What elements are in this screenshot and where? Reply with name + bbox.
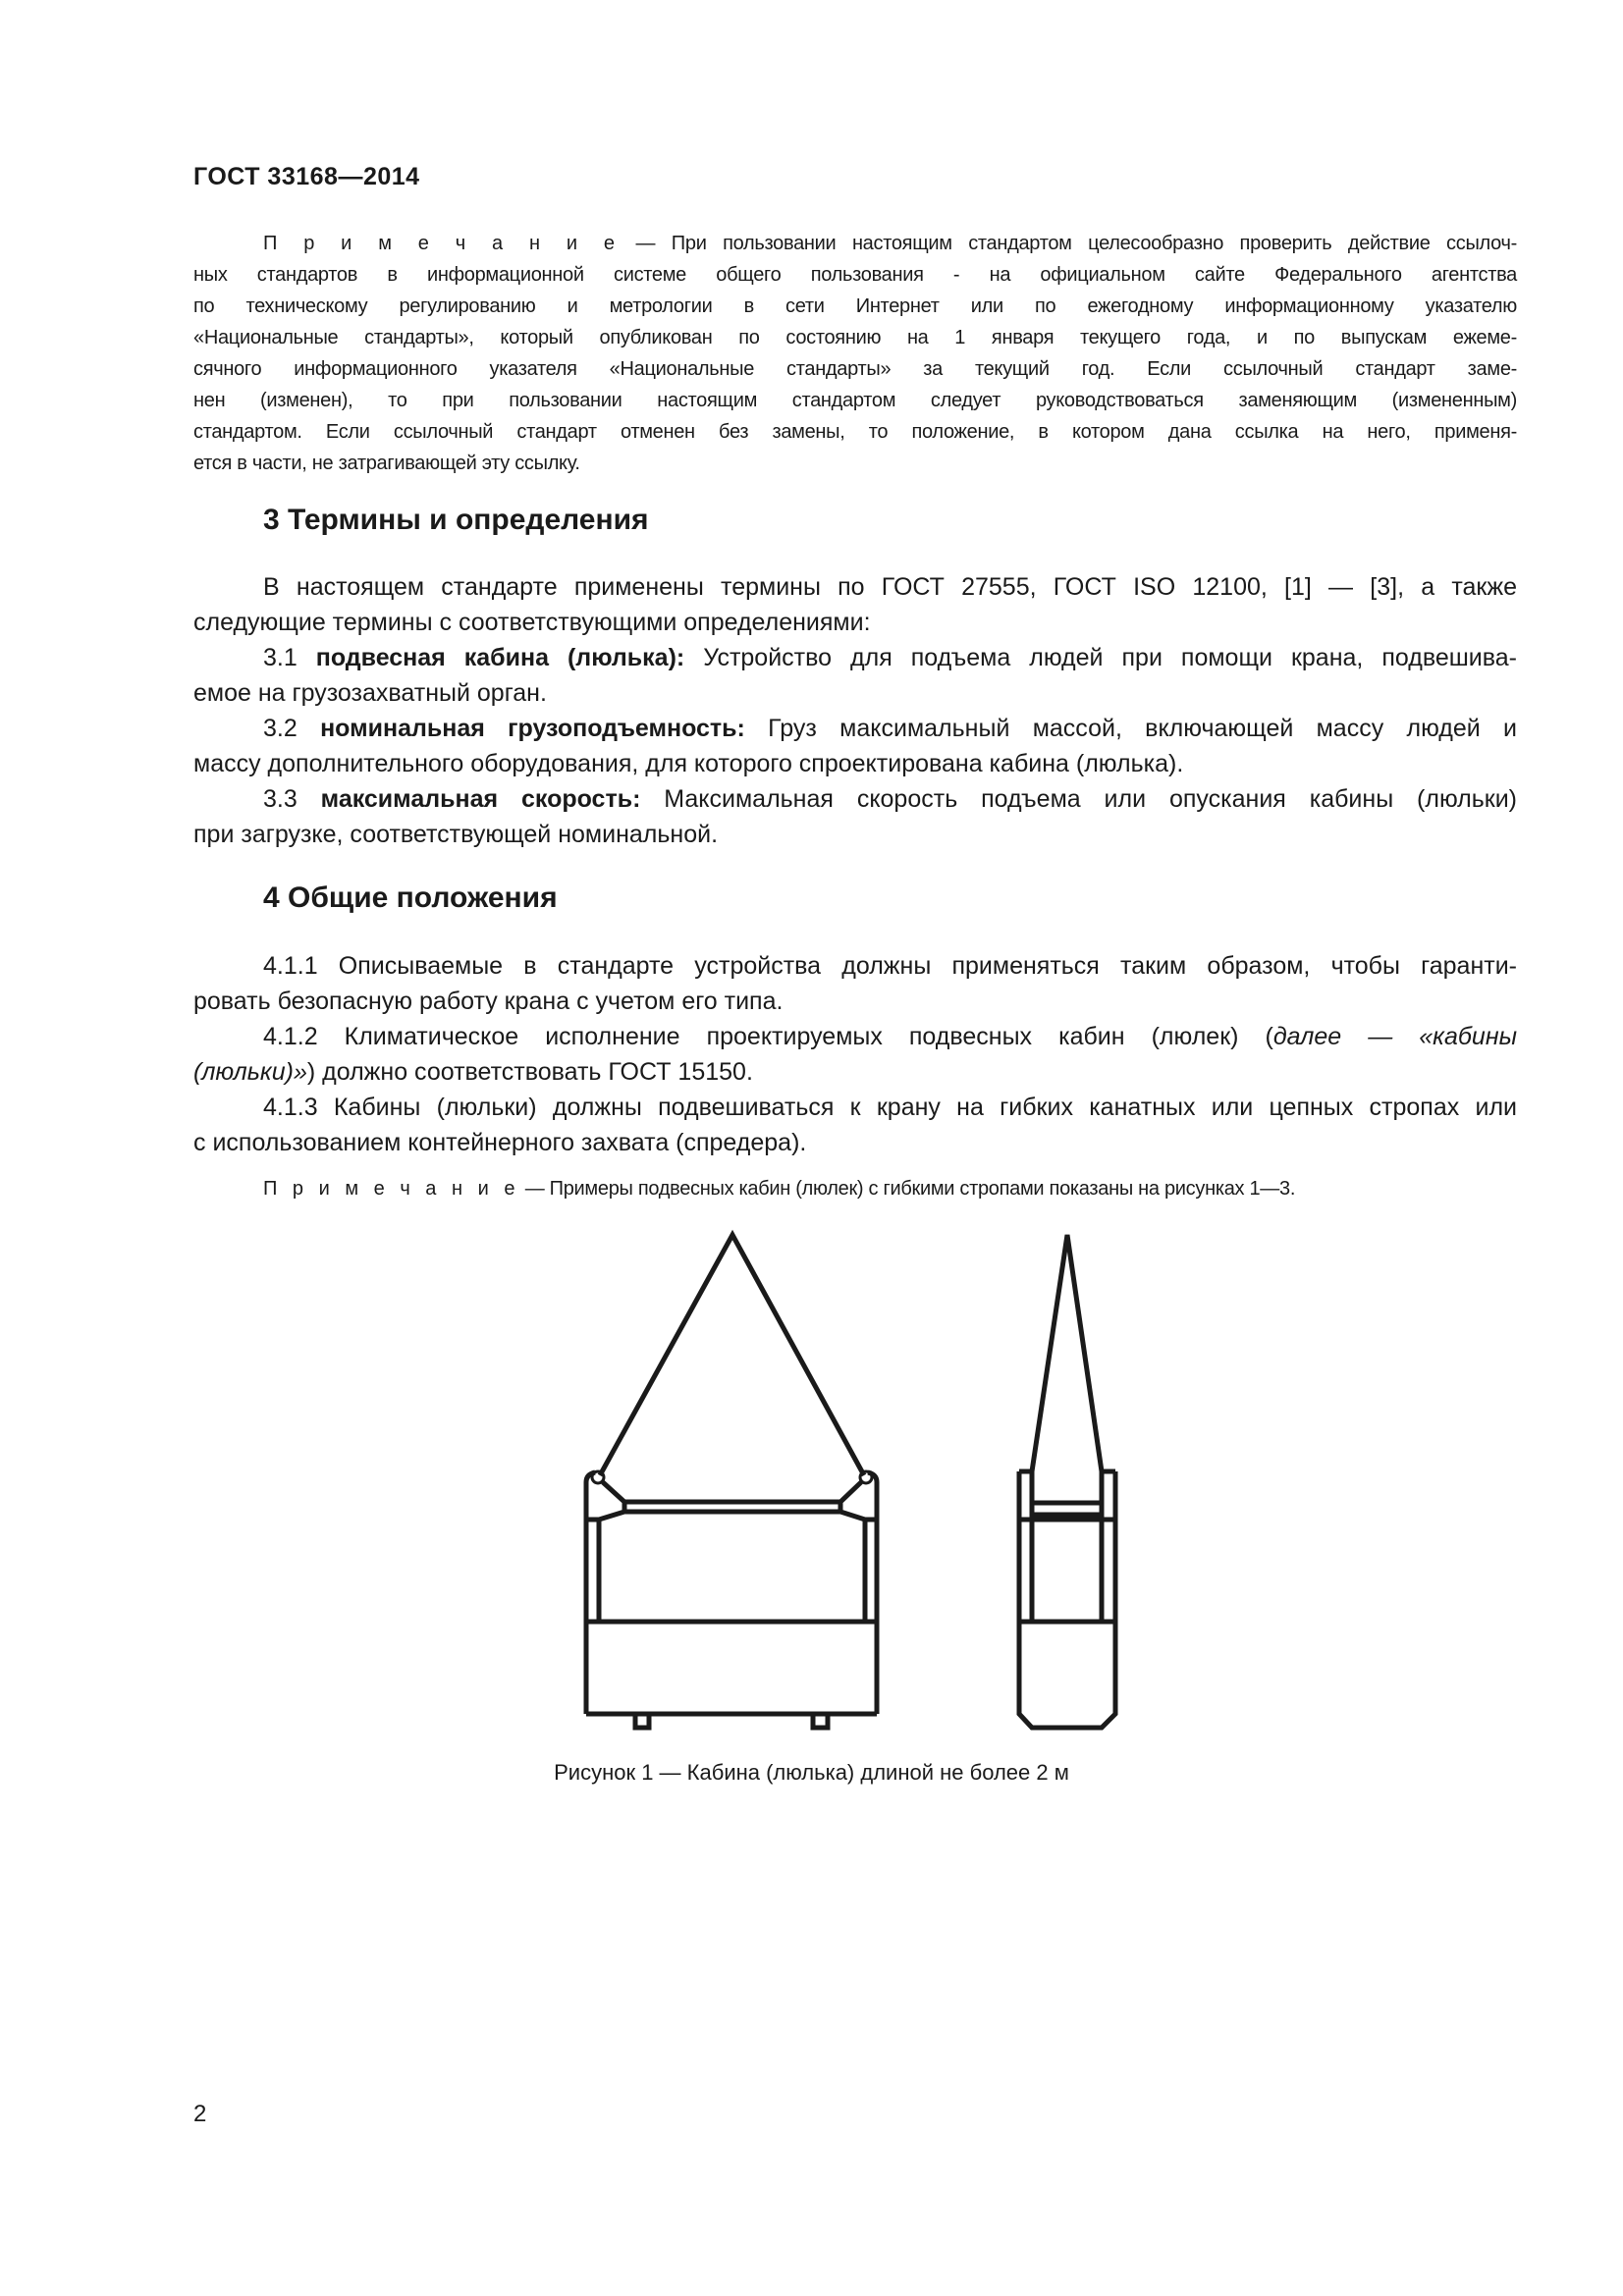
term-3-1: 3.1 подвесная кабина (люлька): Устройство для подъема людей при помощи крана, подвешива- (263, 644, 1517, 671)
side-view (1019, 1235, 1115, 1728)
section-3-heading: 3 Термины и определения (263, 504, 649, 536)
clause-4-1-2: 4.1.2 Климатическое исполнение проектируемых подвесных кабин (люлек) (далее — «кабины (263, 1023, 1517, 1050)
section-4-body: 4.1.1 Описываемые в стандарте устройства должны применяться таким образом, чтобы гаранти- ровать безопасную работу крана с учетом его типа. 4.1.2 Климатическое исполнение проектируемых подвесных кабин (люлек) (далее — «кабины (люльки)») должно соответствовать ГОСТ 15150. 4.1.3 Кабины (люльки) должны подвешиваться к крану на гибких канатных или цепных стропах или с использованием контейнерного захвата (спредера). (193, 952, 1517, 1156)
front-frame (586, 1472, 877, 1714)
page-number: 2 (193, 2101, 207, 2127)
side-sling (1032, 1235, 1102, 1471)
reference-note: П р и м е ч а н и е — При пользовании настоящим стандартом целесообразно проверить действие ссылоч- ных стандартов в информационной системе общего пользования - на официальном сайте Федерального агентства по техническому регулированию и метрологии в сети Интернет или по ежегодному информационному указателю «Национальные стандарты», который опубликован по состоянию на 1 января текущего года, и по выпускам ежеме- сячного информационного указателя «Национальные стандарты» за текущий год. Если ссылочный стандарт заме- нен (изменен), то при пользовании настоящим стандартом следует руководствоваться заменяющим (измененным) стандартом. Если ссылочный стандарт отменен без замены, то положение, в котором дана ссылка на него, применя- ется в части, не затрагивающей эту ссылку. (193, 233, 1517, 474)
examples-note: П р и м е ч а н и е — Примеры подвесных кабин (люлек) с гибкими стропами показаны на рисунках 1—3. (263, 1178, 1296, 1200)
section-3-body: В настоящем стандарте применены термины по ГОСТ 27555, ГОСТ ISO 12100, [1] — [3], а также следующие термины с соответствующими определениями: 3.1 подвесная кабина (люлька): Устройство для подъема людей при помощи крана, подвешива- емое на грузозахватный орган. 3.2 номинальная грузоподъемность: Груз максимальный массой, включающей массу людей и массу дополнительного оборудования, для которого спроектирована кабина (люлька). 3.3 максимальная скорость: Максимальная скорость подъема или опускания кабины (люльки) при загрузке, соответствующей номинальной. (193, 573, 1518, 848)
front-view (586, 1235, 877, 1728)
note-label: П р и м е ч а н и е (263, 233, 621, 254)
section-4-heading: 4 Общие положения (263, 881, 558, 914)
sling (600, 1235, 864, 1475)
figure-caption: Рисунок 1 — Кабина (люлька) длиной не более 2 м (554, 1760, 1069, 1785)
top-plate (599, 1482, 865, 1520)
left-eye (592, 1471, 604, 1483)
term-3-2: 3.2 номинальная грузоподъемность: Груз максимальный массой, включающей массу людей и (263, 715, 1517, 742)
document-header: ГОСТ 33168—2014 (193, 163, 420, 190)
term-3-3: 3.3 максимальная скорость: Максимальная скорость подъема или опускания кабины (люльки) (263, 785, 1518, 813)
side-frame (1019, 1471, 1115, 1728)
right-eye (860, 1471, 872, 1483)
